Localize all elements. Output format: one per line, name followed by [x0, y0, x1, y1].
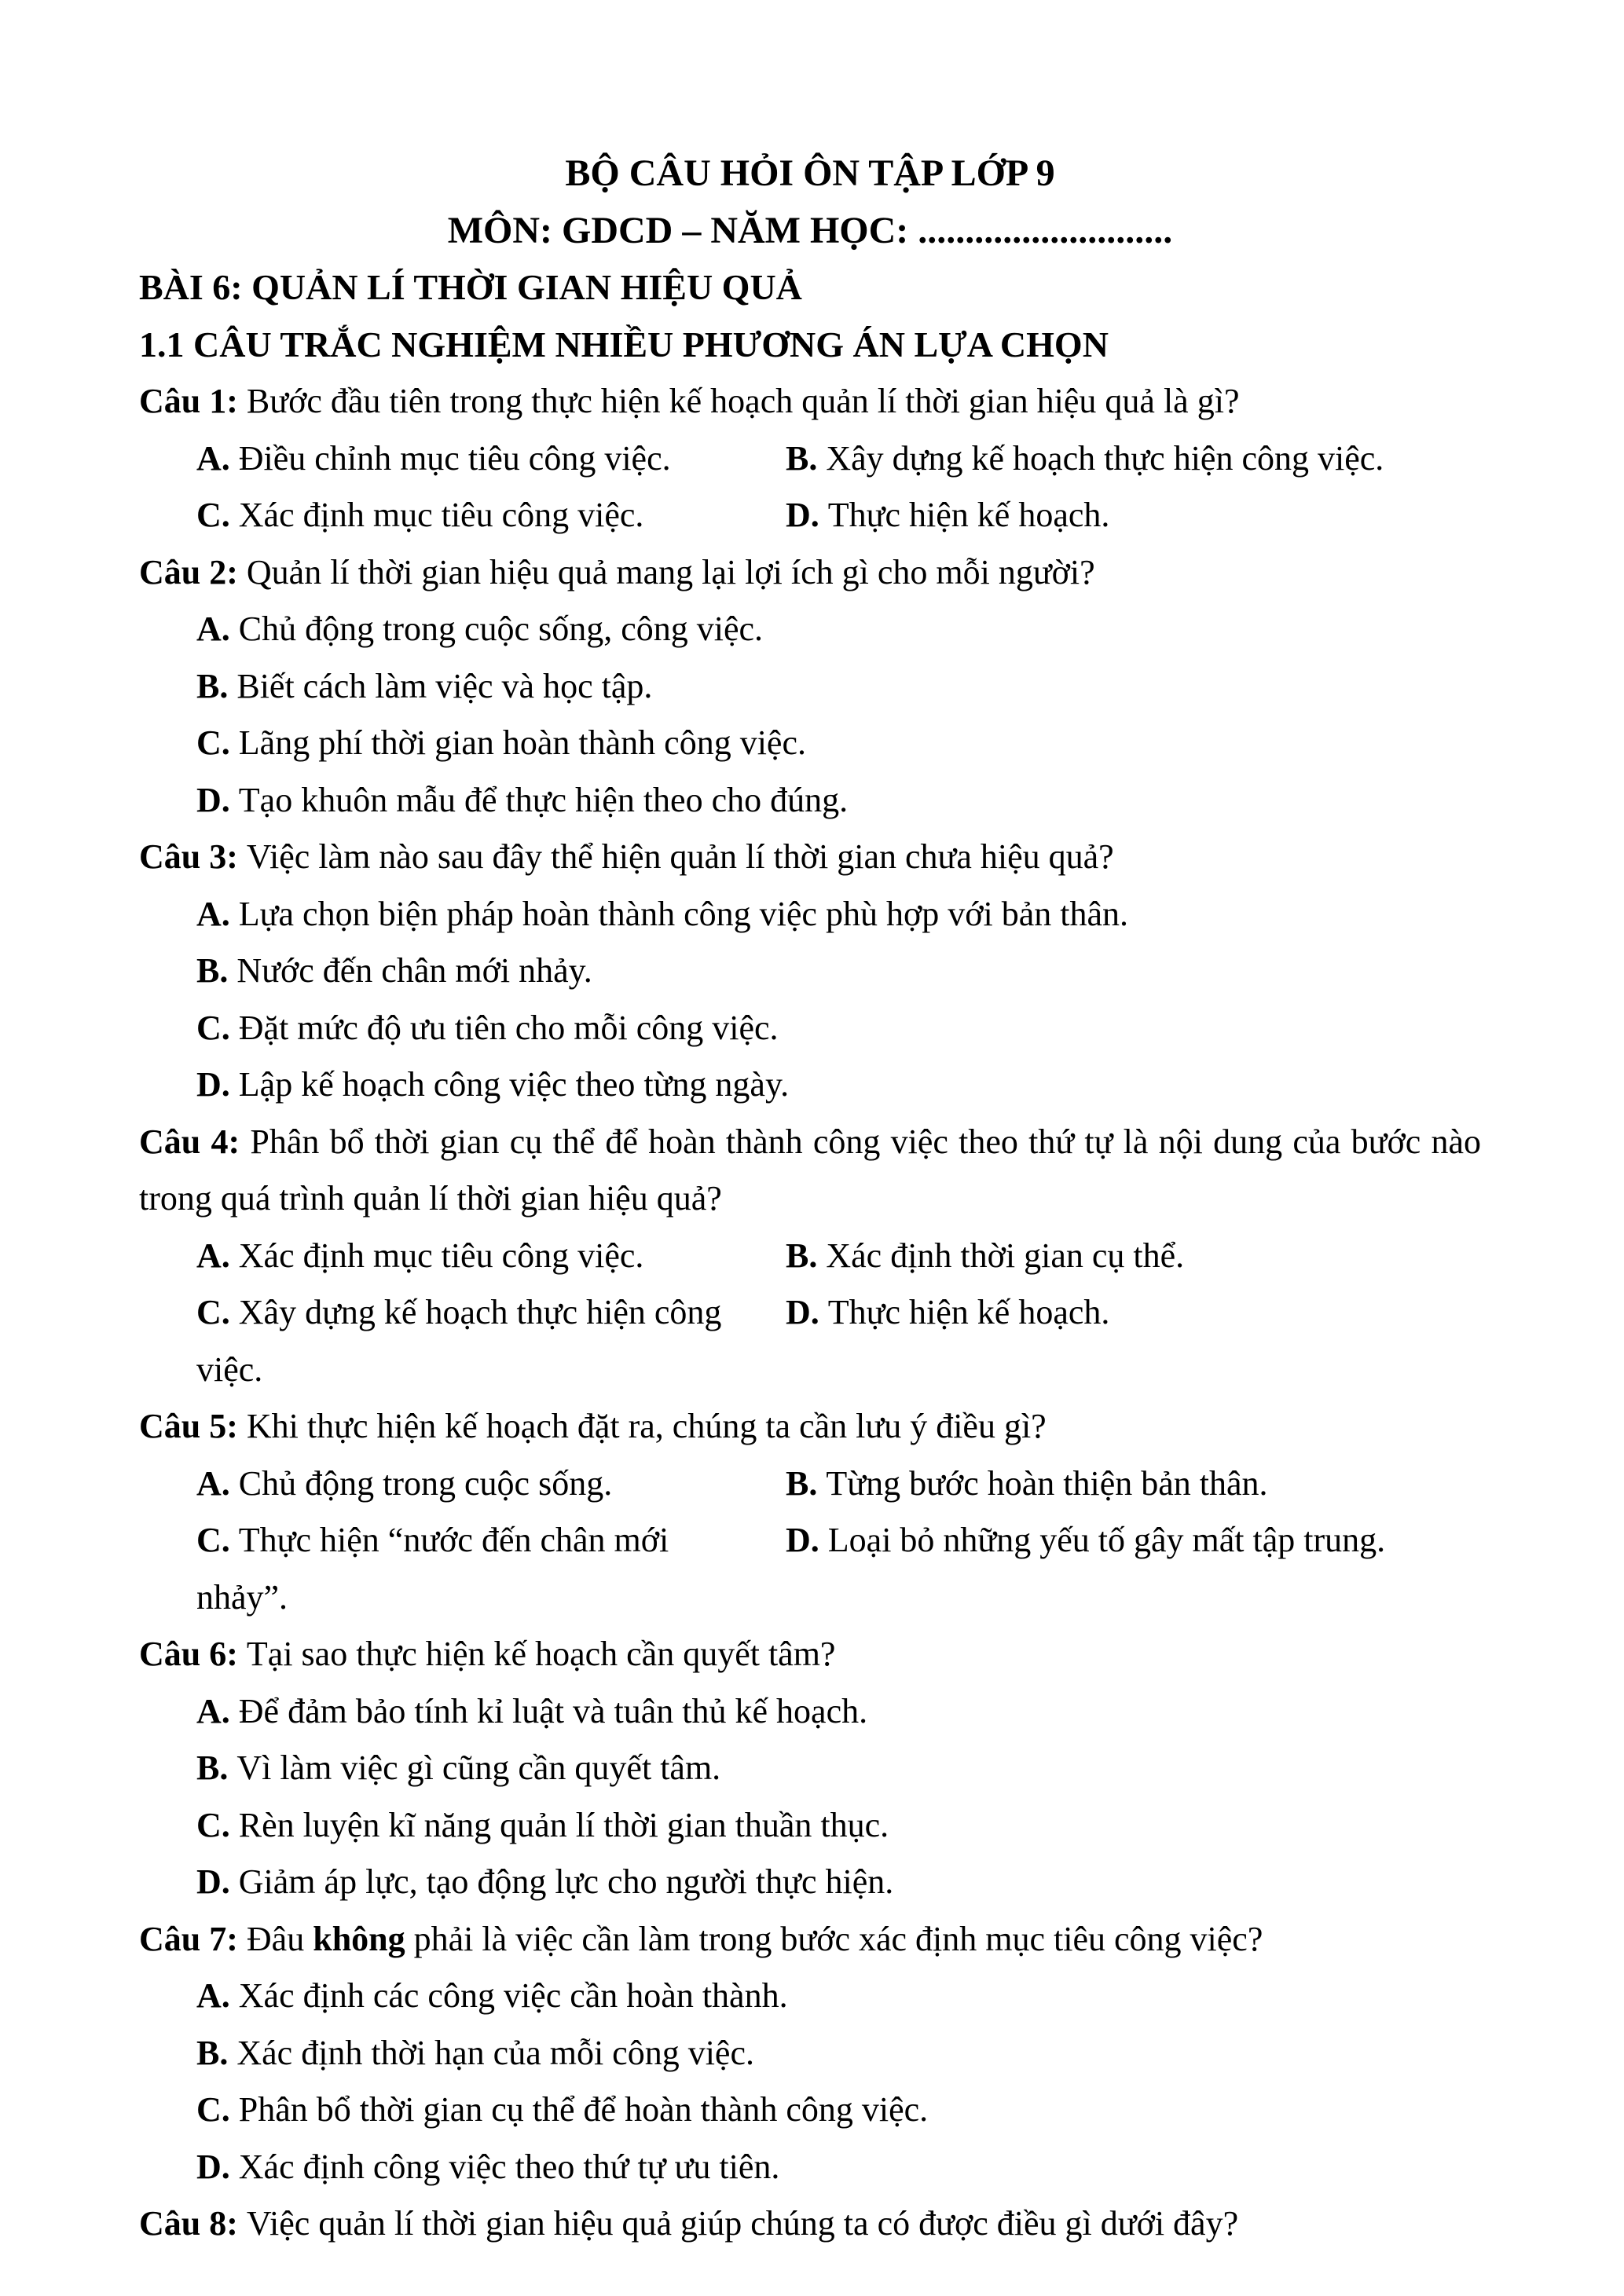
option-list — [139, 1228, 1481, 1399]
question-text-part: Phân bổ thời gian cụ thể để hoàn thành công việc theo thứ tự là nội dung của bước nào trong quá trình quản lí thời gian hiệu quả? — [139, 1122, 1481, 1218]
option-item — [139, 2082, 1481, 2139]
option-label: A. — [196, 1976, 239, 2015]
option-label: B. — [786, 438, 827, 478]
option-label: B. — [196, 951, 237, 990]
option-label: A. — [196, 438, 239, 478]
option-item — [728, 1228, 1481, 1285]
option-label: C. — [196, 723, 239, 762]
question-text-content — [247, 1635, 836, 1673]
option-label: C. — [196, 1008, 239, 1047]
option-text: Lập kế hoạch công việc theo từng ngày. — [238, 1065, 790, 1104]
option-label: B. — [786, 1463, 827, 1503]
option-item — [728, 1284, 1481, 1398]
option-item — [728, 430, 1481, 488]
question-text-part: phải là việc cần làm trong bước xác định mục tiêu công việc? — [405, 1919, 1263, 1958]
option-text: Điều chỉnh mục tiêu công việc. — [238, 438, 671, 478]
question-text — [139, 1626, 1481, 1683]
question-text — [139, 1911, 1481, 1968]
option-label: C. — [196, 1805, 239, 1844]
option-label: C. — [196, 1293, 239, 1331]
option-list — [139, 430, 1481, 544]
option-text: Rèn luyện kĩ năng quản lí thời gian thuần thục. — [238, 1805, 889, 1844]
question-text-content — [247, 382, 1240, 420]
option-item — [139, 1683, 1481, 1741]
question-block — [139, 1398, 1481, 1626]
option-label: A. — [196, 610, 239, 648]
option-text: Xây dựng kế hoạch thực hiện công việc. — [196, 1293, 722, 1389]
question-number: Câu 7: — [139, 1919, 247, 1958]
question-number: Câu 8: — [139, 2204, 247, 2243]
option-text: Đặt mức độ ưu tiên cho mỗi công việc. — [238, 1008, 779, 1047]
option-text: Giảm áp lực, tạo động lực cho người thực hiện. — [238, 1862, 894, 1901]
option-item — [139, 1740, 1481, 1797]
option-item — [139, 430, 728, 488]
question-text-part: Quản lí thời gian hiệu quả mang lại lợi ích gì cho mỗi người? — [246, 552, 1095, 591]
option-label: A. — [196, 1691, 239, 1730]
option-text: Xác định mục tiêu công việc. — [238, 1236, 644, 1275]
option-item — [139, 772, 1481, 829]
option-item — [139, 1228, 728, 1285]
question-text-content — [247, 1407, 1047, 1445]
option-text: Để đảm bảo tính kỉ luật và tuân thủ kế hoạch. — [238, 1691, 868, 1730]
option-text: Thực hiện kế hoạch. — [827, 1293, 1110, 1331]
question-text-content — [247, 837, 1114, 876]
question-text-part: Việc làm nào sau đây thể hiện quản lí thời gian chưa hiệu quả? — [246, 837, 1114, 876]
question-list — [139, 373, 1481, 2253]
option-text: Loại bỏ những yếu tố gây mất tập trung. — [827, 1521, 1386, 1559]
question-block — [139, 1911, 1481, 2196]
option-text: Vì làm việc gì cũng cần quyết tâm. — [236, 1749, 721, 1787]
option-item — [139, 943, 1481, 1000]
option-label: A. — [196, 1236, 239, 1275]
option-text: Lãng phí thời gian hoàn thành công việc. — [238, 723, 806, 762]
option-label: B. — [196, 2033, 237, 2072]
question-text — [139, 544, 1481, 602]
option-item — [139, 715, 1481, 772]
question-block — [139, 829, 1481, 1114]
question-text — [139, 1114, 1481, 1228]
question-text-part: Việc quản lí thời gian hiệu quả giúp chúng ta có được điều gì dưới đây? — [246, 2204, 1239, 2243]
option-list — [139, 1968, 1481, 2195]
option-item — [728, 1512, 1481, 1626]
option-text: Chủ động trong cuộc sống, công việc. — [238, 610, 763, 648]
option-text: Lựa chọn biện pháp hoàn thành công việc phù hợp với bản thân. — [238, 894, 1128, 933]
option-label: D. — [196, 2147, 239, 2186]
question-block — [139, 2195, 1481, 2253]
option-label: B. — [196, 1749, 237, 1787]
option-label: D. — [786, 1521, 828, 1559]
question-text-content — [247, 1920, 1263, 1958]
question-text-part: Khi thực hiện kế hoạch đặt ra, chúng ta cần lưu ý điều gì? — [246, 1407, 1047, 1445]
option-label: B. — [786, 1236, 827, 1275]
lesson-heading: BÀI 6: QUẢN LÍ THỜI GIAN HIỆU QUẢ — [139, 267, 802, 307]
option-item — [139, 2139, 1481, 2196]
question-text — [139, 829, 1481, 886]
option-item — [139, 1056, 1481, 1114]
option-text: Thực hiện “nước đến chân mới nhảy”. — [196, 1521, 669, 1617]
option-item — [139, 1512, 728, 1626]
option-text: Xác định thời hạn của mỗi công việc. — [236, 2033, 754, 2072]
question-number: Câu 5: — [139, 1407, 247, 1445]
question-number: Câu 6: — [139, 1635, 247, 1673]
question-text-part: Bước đầu tiên trong thực hiện kế hoạch quản lí thời gian hiệu quả là gì? — [246, 382, 1240, 420]
option-item — [139, 886, 1481, 943]
option-text: Tạo khuôn mẫu để thực hiện theo cho đúng. — [238, 780, 849, 819]
option-label: D. — [196, 780, 239, 819]
question-text-content — [139, 1122, 1481, 1218]
option-text: Từng bước hoàn thiện bản thân. — [826, 1463, 1268, 1503]
question-number: Câu 4: — [139, 1122, 251, 1161]
question-text — [139, 373, 1481, 430]
option-text: Biết cách làm việc và học tập. — [236, 666, 653, 705]
option-text: Xác định thời gian cụ thể. — [826, 1236, 1185, 1275]
option-list — [139, 1683, 1481, 1911]
document-subtitle: MÔN: GDCD – NĂM HỌC: ........................... — [447, 209, 1173, 251]
question-block — [139, 373, 1481, 544]
option-label: C. — [196, 1521, 239, 1559]
document-title: BỘ CÂU HỎI ÔN TẬP LỚP 9 — [565, 152, 1055, 194]
question-text — [139, 2195, 1481, 2253]
option-item — [139, 1456, 728, 1513]
option-label: B. — [196, 666, 237, 705]
option-item — [139, 1284, 728, 1398]
option-text: Nước đến chân mới nhảy. — [236, 951, 592, 990]
option-label: A. — [196, 894, 239, 933]
question-block — [139, 544, 1481, 829]
question-text-part: Đâu — [246, 1919, 313, 1958]
option-item — [139, 658, 1481, 716]
option-list — [139, 1456, 1481, 1627]
option-label: D. — [196, 1065, 239, 1104]
option-item — [139, 2025, 1481, 2082]
question-text-content — [247, 2204, 1238, 2243]
option-text: Thực hiện kế hoạch. — [827, 496, 1110, 534]
option-item — [139, 487, 728, 544]
option-text: Chủ động trong cuộc sống. — [238, 1463, 613, 1503]
question-text-content — [247, 553, 1095, 591]
section-heading: 1.1 CÂU TRẮC NGHIỆM NHIỀU PHƯƠNG ÁN LỰA CHỌN — [139, 324, 1109, 364]
option-list — [139, 886, 1481, 1114]
question-number: Câu 1: — [139, 382, 247, 420]
option-label: C. — [196, 2090, 239, 2129]
question-block — [139, 1626, 1481, 1911]
question-text — [139, 1398, 1481, 1456]
option-text: Xác định công việc theo thứ tự ưu tiên. — [238, 2147, 780, 2186]
question-block — [139, 1114, 1481, 1399]
option-item — [728, 487, 1481, 544]
option-label: D. — [196, 1862, 239, 1901]
option-list — [139, 601, 1481, 829]
option-item — [139, 1797, 1481, 1855]
option-label: D. — [786, 496, 828, 534]
option-label: A. — [196, 1463, 239, 1503]
option-item — [728, 1456, 1481, 1513]
question-number: Câu 3: — [139, 837, 247, 876]
question-number: Câu 2: — [139, 552, 247, 591]
option-label: D. — [786, 1293, 828, 1331]
option-item — [139, 601, 1481, 658]
option-text: Xác định mục tiêu công việc. — [238, 496, 644, 534]
question-text-part: Tại sao thực hiện kế hoạch cần quyết tâm? — [246, 1635, 836, 1673]
question-text-emphasis: không — [313, 1919, 405, 1958]
option-label: C. — [196, 496, 239, 534]
option-item — [139, 1854, 1481, 1911]
option-text: Xây dựng kế hoạch thực hiện công việc. — [826, 438, 1384, 478]
option-item — [139, 1000, 1481, 1057]
option-text: Phân bổ thời gian cụ thể để hoàn thành công việc. — [238, 2090, 929, 2129]
option-item — [139, 1968, 1481, 2025]
option-text: Xác định các công việc cần hoàn thành. — [238, 1976, 788, 2015]
